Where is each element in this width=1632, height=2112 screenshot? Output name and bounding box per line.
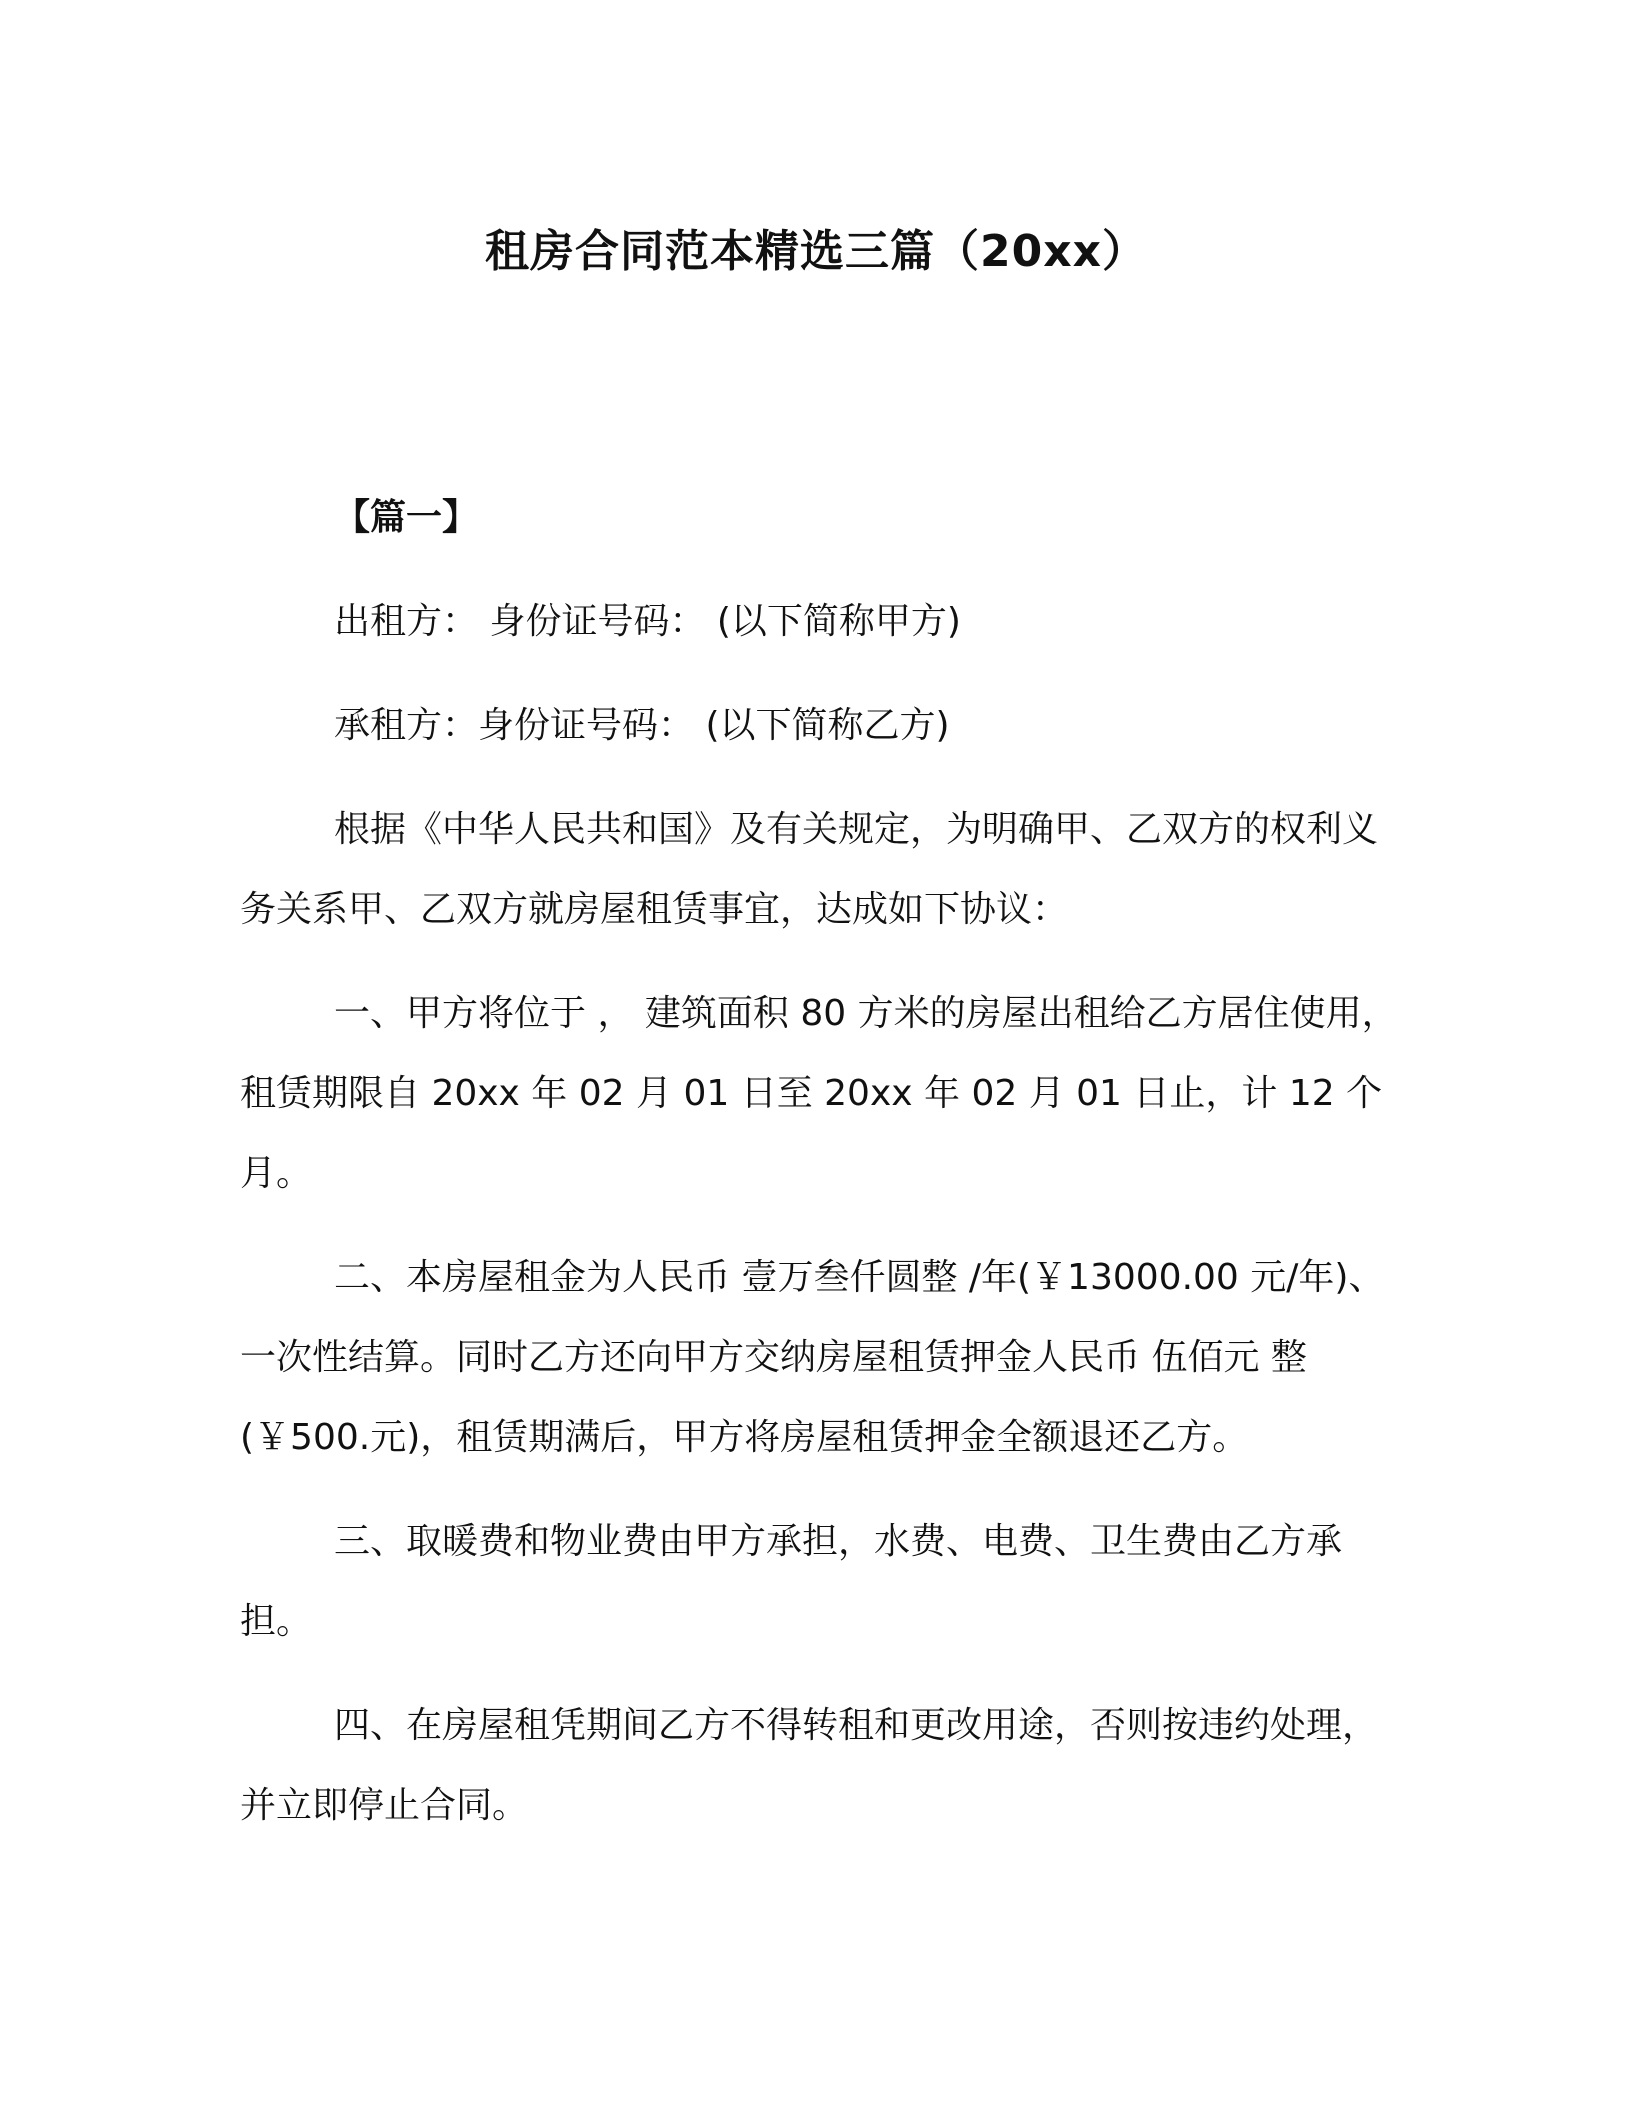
paragraph-lessor: 出租方： 身份证号码： (以下简称甲方) (334, 601, 961, 642)
paragraph-clause-3: 三、取暖费和物业费由甲方承担，水费、电费、卫生费由乙方承担。 (240, 1521, 1343, 1642)
paragraph-clause-4: 四、在房屋租凭期间乙方不得转租和更改用途，否则按违约处理，并立即停止合同。 (240, 1705, 1379, 1826)
paragraph-lessee: 承租方：身份证号码： (以下简称乙方) (334, 705, 950, 746)
section-label: 【篇一】 (334, 497, 479, 538)
paragraph-clause-2: 二、本房屋租金为人民币 壹万叁仟圆整 /年(￥13000.00 元/年)、一次性结算。同时乙方还向甲方交纳房屋租赁押金人民币 伍佰元 整 (￥500.元)，租赁期满后，甲方将房屋租赁押金全额退还乙方。 (240, 1257, 1385, 1458)
document-title: 租房合同范本精选三篇（20xx） (485, 226, 1147, 277)
paragraph-clause-1: 一、甲方将位于 ， 建筑面积 80 方米的房屋出租给乙方居住使用，租赁期限自 20xx 年 02 月 01 日至 20xx 年 02 月 01 日止，计 12 个月。 (240, 993, 1398, 1194)
document-body (240, 478, 1410, 1870)
paragraph-basis: 根据《中华人民共和国》及有关规定，为明确甲、乙双方的权利义务关系甲、乙双方就房屋租赁事宜，达成如下协议： (240, 809, 1379, 930)
